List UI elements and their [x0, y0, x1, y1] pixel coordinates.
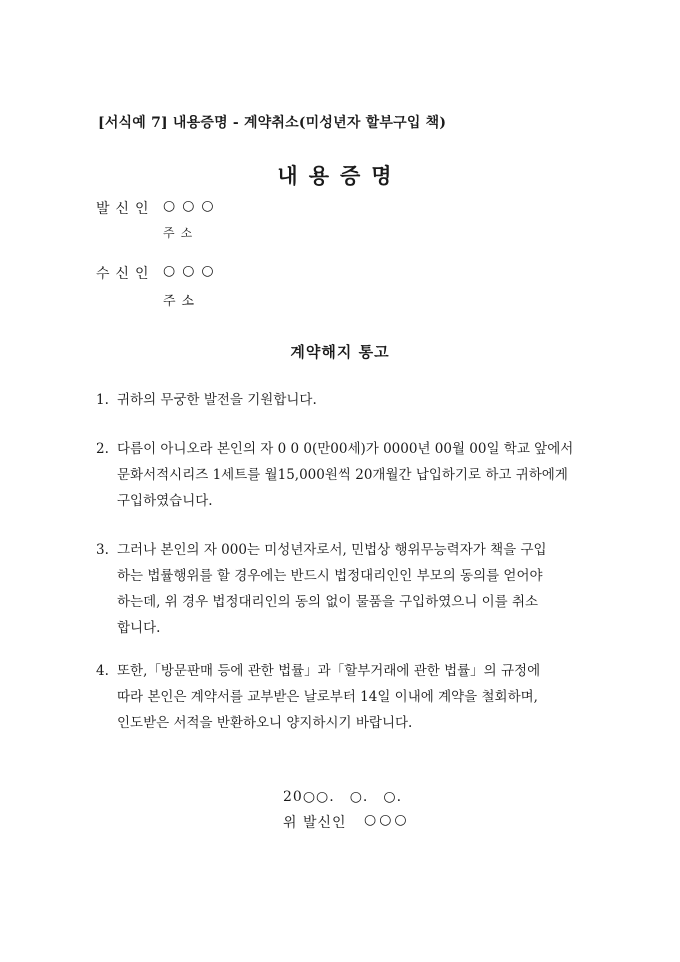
paragraph-line	[96, 658, 596, 684]
paragraph-1	[96, 387, 596, 413]
paragraph-line	[96, 436, 596, 462]
paragraph-text: 귀하의 무궁한 발전을 기원합니다.	[117, 392, 317, 408]
form-title: [서식예 7] 내용증명 - 계약취소(미성년자 할부구입 책)	[98, 115, 447, 131]
document-date: 20○○. ○. ○.	[283, 789, 403, 805]
sender-name: ○○○	[163, 198, 221, 214]
paragraph-number: 4.	[96, 663, 109, 679]
paragraph-text: 다름이 아니오라 본인의 자 0 0 0(만00세)가 0000년 00월 00일 학교 앞에서	[117, 441, 574, 457]
document-title: 내용증명	[277, 163, 403, 188]
signature-label: 위 발신인	[283, 815, 347, 831]
paragraph-number: 1.	[96, 392, 109, 408]
section-title: 계약해지 통고	[290, 343, 390, 361]
paragraph-line	[96, 387, 596, 413]
paragraph-text: 그러나 본인의 자 000는 미성년자로서, 민법상 행위무능력자가 책을 구입	[117, 542, 547, 558]
paragraph-line: 하는 법률행위를 할 경우에는 반드시 법정대리인인 부모의 동의를 얻어야	[117, 568, 543, 584]
receiver-label: 수신인	[96, 266, 155, 282]
receiver-address-label: 주소	[163, 294, 201, 309]
paragraph-line: 하는데, 위 경우 법정대리인의 동의 없이 물품을 구입하였으니 이를 취소	[117, 594, 539, 610]
paragraph-line: 문화서적시리즈 1세트를 월15,000원씩 20개월간 납입하기로 하고 귀하에게	[117, 467, 568, 483]
paragraph-2	[96, 436, 596, 514]
paragraph-line: 합니다.	[117, 620, 161, 636]
signature-name: ○○○	[364, 812, 410, 828]
paragraph-text: 또한,「방문판매 등에 관한 법률」과「할부거래에 관한 법률」의 규정에	[117, 663, 541, 679]
paragraph-line: 구입하였습니다.	[117, 493, 213, 509]
paragraph-line: 인도받은 서적을 반환하오니 양지하시기 바랍니다.	[117, 715, 413, 731]
paragraph-line	[96, 537, 596, 563]
paragraph-number: 3.	[96, 542, 109, 558]
sender-address-label: 주소	[163, 226, 199, 240]
paragraph-line: 따라 본인은 계약서를 교부받은 날로부터 14일 이내에 계약을 철회하며,	[117, 689, 538, 705]
paragraph-3	[96, 537, 596, 641]
paragraph-number: 2.	[96, 441, 109, 457]
paragraph-4	[96, 658, 596, 736]
sender-label: 발신인	[96, 201, 155, 217]
receiver-name: ○○○	[163, 263, 221, 279]
